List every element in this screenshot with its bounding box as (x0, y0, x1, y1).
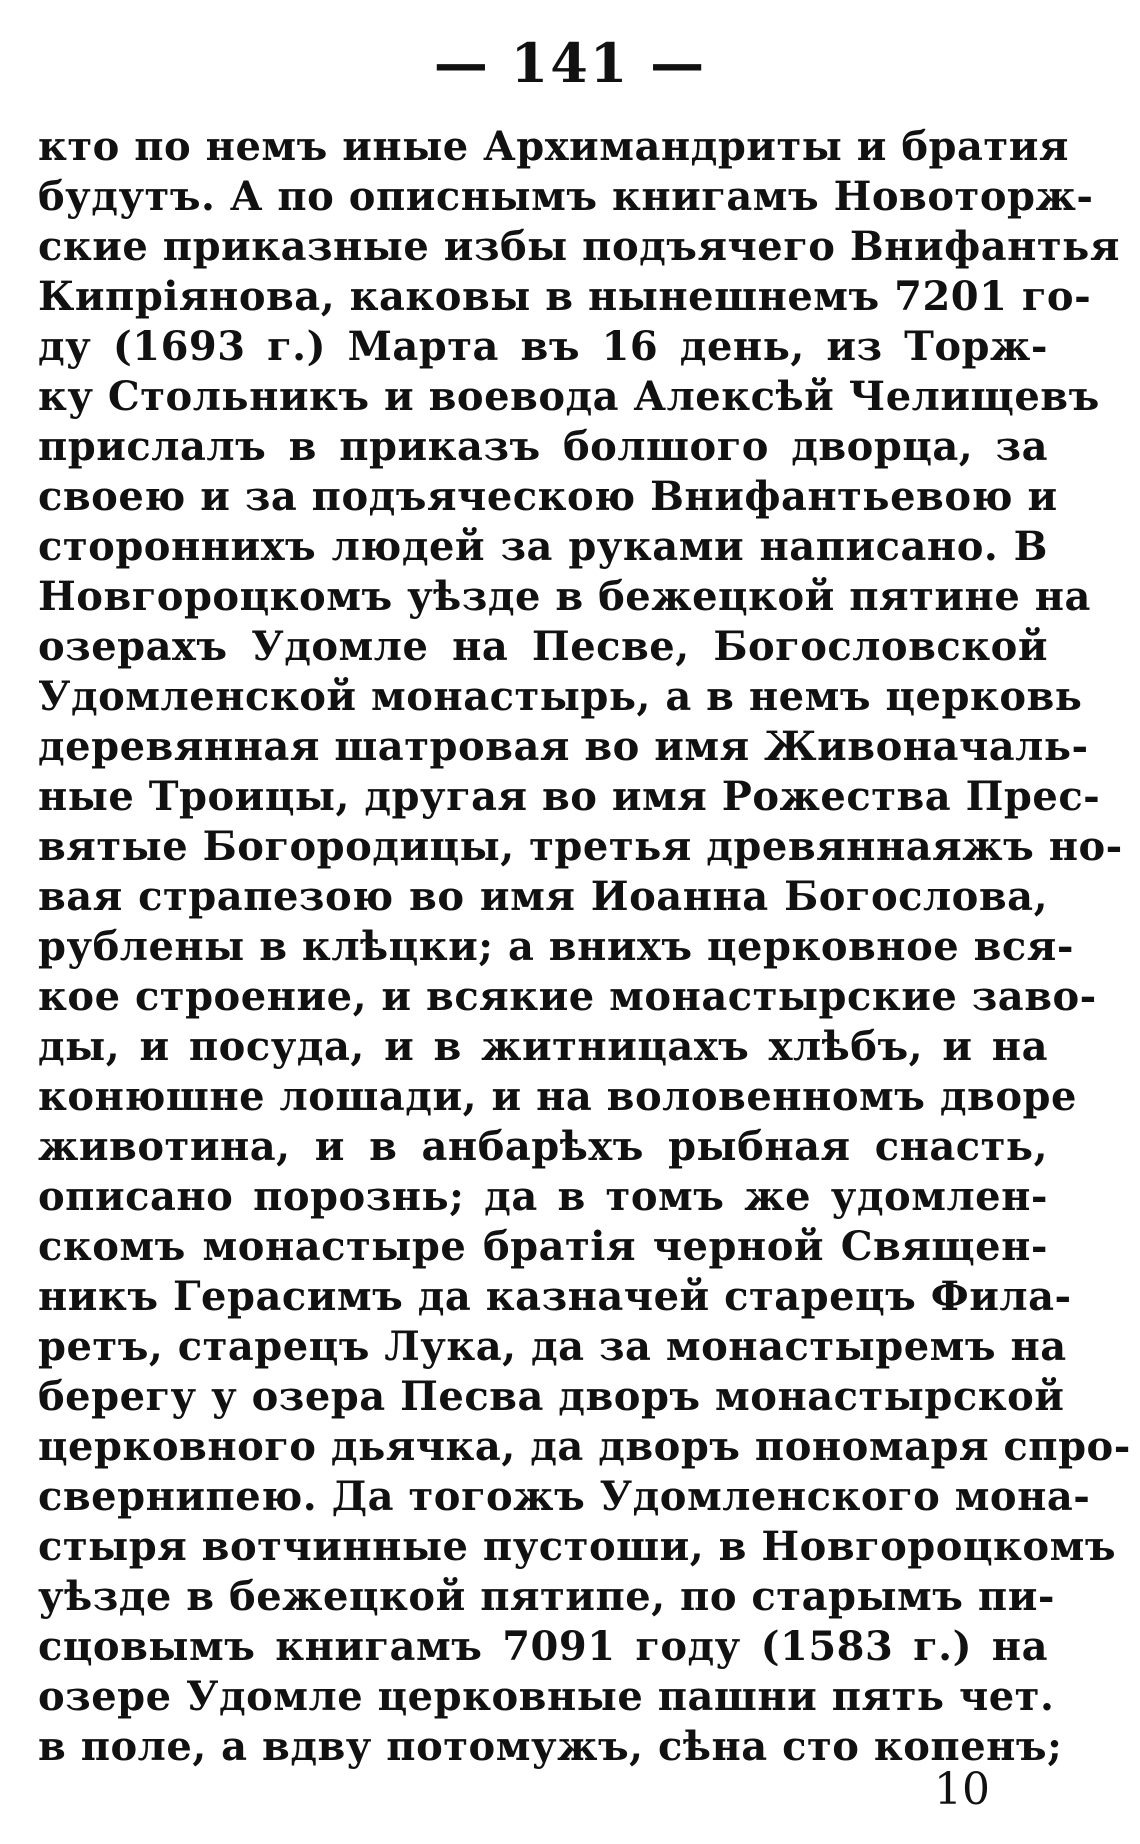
text-line: уѣзде в бежецкой пятипе, по старымъ пи- (38, 1573, 1055, 1620)
page-number: — 141 — (433, 31, 707, 95)
text-line: в поле, а вдву потомужъ, сѣна сто копенъ; (38, 1723, 1063, 1770)
text-line: вая страпезою во имя Иоанна Богослова, (38, 873, 1048, 920)
text-line: свернипею. Да тогожъ Удомленского мона- (38, 1473, 1091, 1520)
text-line: ку Стольникъ и воевода Алексѣй Челищевъ (38, 373, 1100, 420)
text-line: прислалъ в приказъ болшого дворца, за (38, 423, 1048, 470)
body-text (38, 122, 1131, 1772)
text-line: конюшне лошади, и на воловенномъ дворе (38, 1073, 1077, 1120)
text-line: вятые Богородицы, третья древяннаяжъ но- (38, 823, 1123, 870)
text-line: Новгороцкомъ уѣзде в бежецкой пятине на (38, 573, 1091, 620)
text-line: будутъ. А по описнымъ книгамъ Новоторж- (38, 173, 1094, 220)
text-line: ду (1693 г.) Марта въ 16 день, из Торж- (38, 323, 1048, 370)
text-line: ские приказные избы подъячего Внифантья (38, 223, 1120, 270)
text-line: кто по немъ иные Архимандриты и братия (38, 123, 1069, 170)
text-line: рублены в клѣцки; а внихъ церковное вся- (38, 923, 1074, 970)
text-line: Кипріянова, каковы в нынешнемъ 7201 го- (38, 273, 1092, 320)
text-line: сцовымъ книгамъ 7091 году (1583 г.) на (38, 1623, 1048, 1670)
text-line: озерахъ Удомле на Песве, Богословской (38, 623, 1048, 670)
text-line: ды, и посуда, и в житницахъ хлѣбъ, и на (38, 1023, 1048, 1070)
text-line: озере Удомле церковные пашни пять чет. (38, 1673, 1055, 1720)
text-line: никъ Герасимъ да казначей старецъ Филa- (38, 1273, 1072, 1320)
text-line: описано порознь; да в томъ же удомлен- (38, 1173, 1048, 1220)
text-line: животина, и в анбарѣхъ рыбная снасть, (38, 1123, 1048, 1170)
text-line: Удомленской монастырь, а в немъ церковь (38, 673, 1083, 720)
text-line: церковного дьячка, да дворъ пономаря спро- (38, 1423, 1131, 1470)
text-line: скомъ монастыре братія черной Священ- (38, 1223, 1048, 1270)
text-line: деревянная шатровая во имя Живоначаль- (38, 723, 1089, 770)
text-line: стыря вотчинные пустоши, в Новгороцкомъ (38, 1523, 1116, 1570)
text-line: кое строение, и всякие монастырские заво- (38, 973, 1097, 1020)
signature-mark: 10 (934, 1764, 990, 1815)
text-line: берегу у озера Песва дворъ монастырской (38, 1373, 1065, 1420)
text-line: своею и за подъяческою Внифантьевою и (38, 473, 1058, 520)
text-line: ные Троицы, другая во имя Рожества Прес- (38, 773, 1101, 820)
text-line: ретъ, старецъ Лука, да за монастыремъ на (38, 1323, 1067, 1370)
text-line: стороннихъ людей за руками написано. В (38, 523, 1048, 570)
